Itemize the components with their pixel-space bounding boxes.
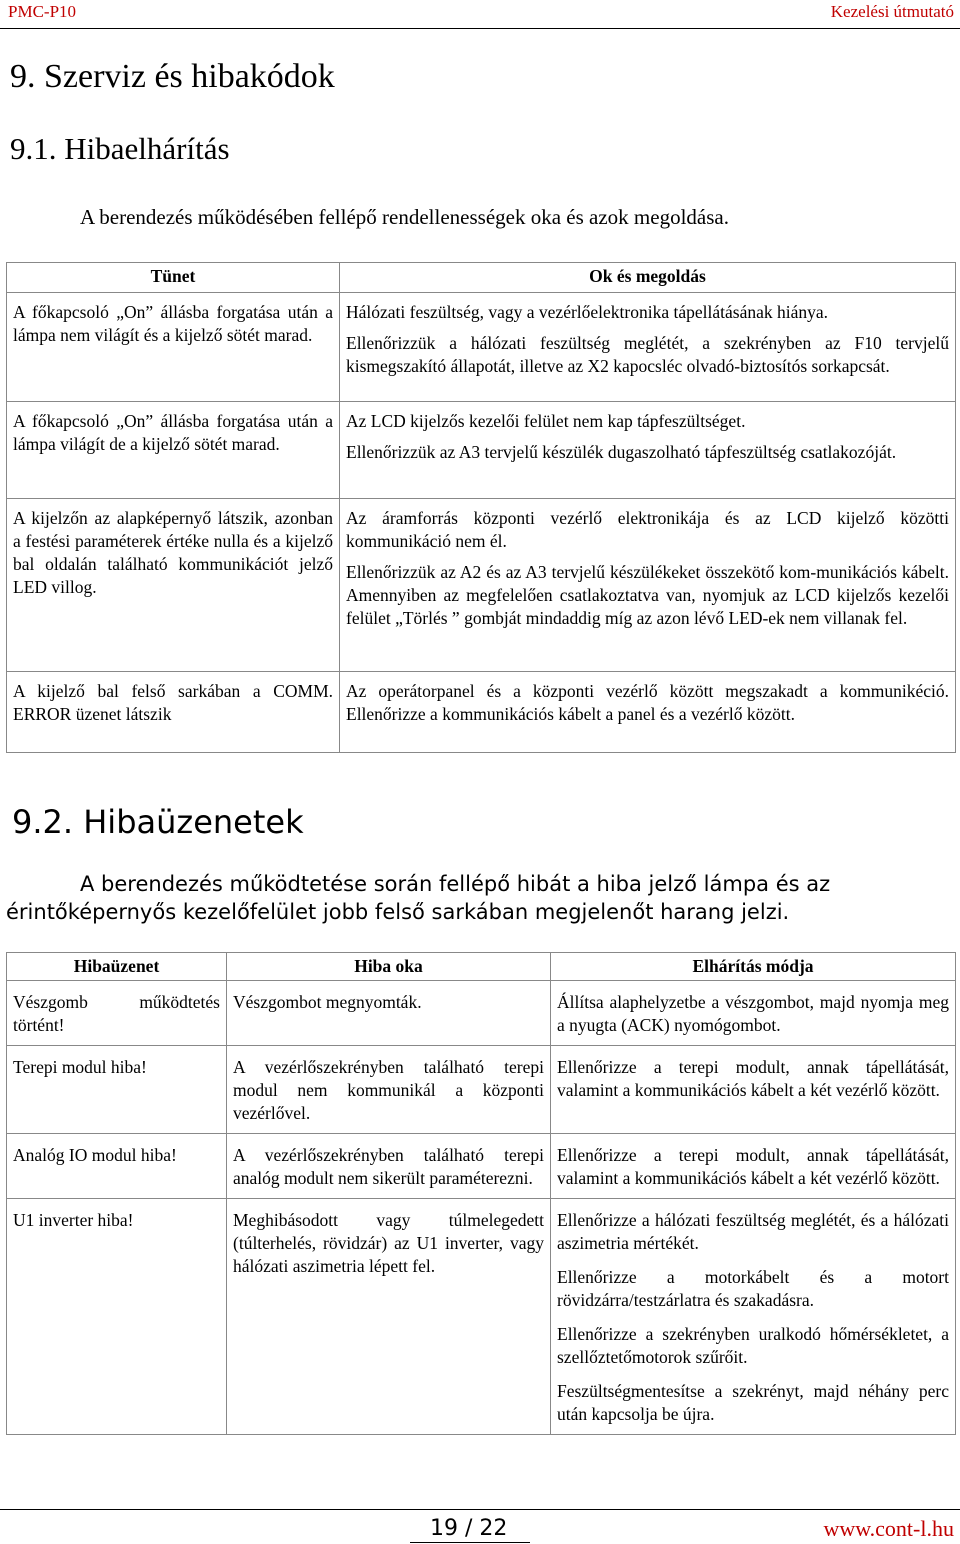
column-header-cause: Hiba oka (227, 953, 551, 981)
cause-text: Meghibásodott vagy túlmelegedett (túlterhelés, rövidzár) az U1 inverter, vagy hálózati aszimetria lépett fel. (233, 1210, 544, 1276)
cause-cell (227, 981, 551, 1046)
cause-cell (227, 1134, 551, 1199)
table-row (7, 499, 956, 672)
troubleshooting-table (6, 262, 956, 753)
page-number-underline (410, 1542, 530, 1543)
solution-cell (340, 402, 956, 499)
fix-text: Ellenőrizze a terepi modult, annak tápellátását, valamint a kommunikációs kábelt a két vezérlő között. (557, 1057, 949, 1100)
symptom-cell (7, 672, 340, 753)
fix-text: Állítsa alaphelyzetbe a vészgombot, majd nyomja meg a nyugta (ACK) nyomógombot. (557, 992, 949, 1035)
table-row (7, 1046, 956, 1134)
table-row (7, 672, 956, 753)
fix-cell (551, 1134, 956, 1199)
header-divider (0, 28, 960, 29)
solution-text: Ellenőrizzük az A3 tervjelű készülék dugaszolható tápfeszültség csatlakozóját. (346, 442, 897, 462)
column-header-cause-solution: Ok és megoldás (340, 263, 956, 293)
solution-cell (340, 293, 956, 402)
message-text: U1 inverter hiba! (13, 1210, 134, 1230)
symptom-text: A kijelzőn az alapképernyő látszik, azonban a festési paraméterek értéke nulla és a kijelző bal oldalán található kommunikációt jelző LED villog. (13, 508, 333, 597)
message-cell (7, 1199, 227, 1435)
column-header-message: Hibaüzenet (7, 953, 227, 981)
symptom-text: A kijelző bal felső sarkában a COMM. ERROR üzenet látszik (13, 681, 333, 724)
subsection-title-troubleshooting: 9.1. Hibaelhárítás (10, 131, 230, 166)
solution-text: Az operátorpanel és a központi vezérlő között megszakadt a kommunikéció. Ellenőrizze a kommunikációs kábelt a panel és a vezérlő között. (346, 681, 949, 724)
fix-cell (551, 1046, 956, 1134)
fix-cell (551, 1199, 956, 1435)
message-text: Terepi modul hiba! (13, 1057, 147, 1077)
section-title: 9. Szerviz és hibakódok (10, 58, 335, 95)
table-header-row (7, 263, 956, 293)
table-header-row (7, 953, 956, 981)
symptom-cell (7, 402, 340, 499)
error-messages-intro: A berendezés működtetése során fellépő hibát a hiba jelző lámpa és az érintőképernyős kezelőfelület jobb felső sarkában megjelenőt harang jelzi. (6, 872, 831, 924)
fix-text: Ellenőrizze a hálózati feszültség meglétét, és a hálózati aszimetria mértékét. (557, 1210, 949, 1253)
cause-cell (227, 1046, 551, 1134)
solution-text: Az áramforrás központi vezérlő elektronikája és az LCD kijelző közötti kommunikáció nem él. (346, 508, 949, 551)
error-messages-table (6, 952, 956, 1435)
fix-text: Ellenőrizze a motorkábelt és a motort rövidzárra/testzárlatra és szakadásra. (557, 1267, 949, 1310)
message-cell (7, 1046, 227, 1134)
solution-text: Hálózati feszültség, vagy a vezérlőelektronika tápellátásának hiánya. (346, 302, 829, 322)
table-row (7, 1199, 956, 1435)
column-header-fix: Elhárítás módja (551, 953, 956, 981)
solution-text: Az LCD kijelzős kezelői felület nem kap tápfeszültséget. (346, 411, 746, 431)
message-text: Analóg IO modul hiba! (13, 1145, 177, 1165)
solution-text: Ellenőrizzük a hálózati feszültség meglétét, a szekrényben az F10 tervjelű kismegszakító állapotát, illetve az X2 kapocsléc olvadó-biztosítós sorkapcsát. (346, 333, 949, 376)
message-cell (7, 981, 227, 1046)
website-link[interactable]: www.cont-l.hu (823, 1516, 954, 1541)
message-cell (7, 1134, 227, 1199)
column-header-symptom: Tünet (7, 263, 340, 293)
solution-cell (340, 499, 956, 672)
symptom-cell (7, 293, 340, 402)
cause-text: A vezérlőszekrényben található terepi modul nem kommunikál a központi vezérlővel. (233, 1057, 544, 1123)
cause-cell (227, 1199, 551, 1435)
fix-text: Feszültségmentesítse a szekrényt, majd néhány perc után kapcsolja be újra. (557, 1381, 949, 1424)
cause-text: A vezérlőszekrényben található terepi analóg modult nem sikerült paraméterezni. (233, 1145, 544, 1188)
page-number: 19 / 22 (430, 1516, 508, 1541)
fix-text: Ellenőrizze a szekrényben uralkodó hőmérsékletet, a szellőztetőmotorok szűrőit. (557, 1324, 949, 1367)
footer-divider (0, 1509, 960, 1510)
table-row (7, 293, 956, 402)
symptom-cell (7, 499, 340, 672)
table-row (7, 402, 956, 499)
table-row (7, 1134, 956, 1199)
troubleshooting-intro: A berendezés működésében fellépő rendellenességek oka és azok megoldása. (80, 205, 729, 229)
solution-text: Ellenőrizzük az A2 és az A3 tervjelű készülékeket összekötő kom-munikációs kábelt. Amennyiben az megfelelően csatlakoztatva van, nyomjuk az LCD kijelzős kezelői felület „Törlés ” gombját mindaddig míg az azon lévő LED-ek nem villanak fel. (346, 562, 949, 628)
symptom-text: A főkapcsoló „On” állásba forgatása után a lámpa nem világít és a kijelző sötét marad. (13, 302, 333, 345)
subsection-title-error-messages: 9.2. Hibaüzenetek (12, 803, 304, 841)
header-document-type: Kezelési útmutató (830, 2, 954, 21)
message-text: Vészgomb működtetés történt! (13, 992, 220, 1035)
header-product-name: PMC-P10 (8, 2, 77, 21)
symptom-text: A főkapcsoló „On” állásba forgatása után a lámpa világít de a kijelző sötét marad. (13, 411, 333, 454)
table-row (7, 981, 956, 1046)
solution-cell (340, 672, 956, 753)
cause-text: Vészgombot megnyomták. (233, 992, 422, 1012)
fix-text: Ellenőrizze a terepi modult, annak tápellátását, valamint a kommunikációs kábelt a két vezérlő között. (557, 1145, 949, 1188)
fix-cell (551, 981, 956, 1046)
